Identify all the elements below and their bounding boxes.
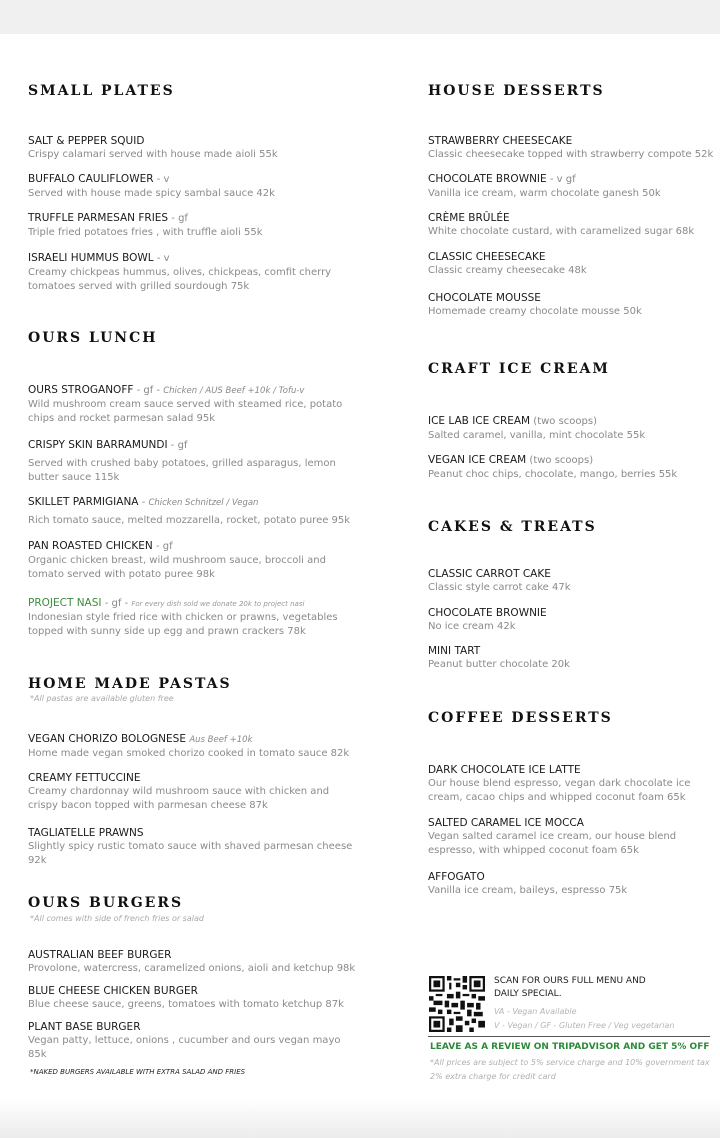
item-description: Peanut choc chips, chocolate, mango, berries 55k: [428, 469, 678, 480]
item-name: AFFOGATO: [428, 871, 485, 883]
item-name: BLUE CHEESE CHICKEN BURGER: [28, 985, 198, 997]
item-description: Home made vegan smoked chorizo cooked in tomato sauce 82k: [28, 748, 350, 759]
section-subtitle: *All comes with side of french fries or salad: [30, 914, 204, 923]
top-band: [0, 0, 720, 34]
item-name: SALTED CARAMEL ICE MOCCA: [428, 817, 584, 829]
item-name: OURS STROGANOFF: [28, 384, 134, 396]
menu-item: [28, 732, 358, 761]
menu-item: [28, 211, 358, 240]
menu-item: [428, 567, 713, 595]
legend-diet-codes: V - Vegan / GF - Gluten Free / Veg vegetarian: [494, 1021, 675, 1030]
section-title-desserts: HOUSE DESSERTS: [428, 83, 605, 99]
section-title-lunch: OURS LUNCH: [28, 330, 158, 346]
item-name: BUFFALO CAULIFLOWER: [28, 173, 154, 185]
item-description: Classic creamy cheesecake 48k: [428, 265, 587, 276]
menu-item: [428, 250, 713, 278]
item-name: CHOCOLATE BROWNIE: [428, 173, 547, 185]
item-name: CRÈME BRÛLÉE: [428, 212, 510, 224]
menu-item: [28, 948, 358, 976]
item-description: Crispy calamari served with house made aioli 55k: [28, 149, 278, 160]
item-name: STRAWBERRY CHEESECAKE: [428, 135, 573, 147]
qr-code-icon[interactable]: [429, 976, 485, 1032]
legend-vegan-available: VA - Vegan Available: [494, 1007, 577, 1016]
section-title-pastas: HOME MADE PASTAS: [28, 676, 232, 692]
menu-item: [428, 453, 713, 482]
section-title-ice-cream: CRAFT ICE CREAM: [428, 361, 610, 377]
menu-item: [428, 763, 710, 805]
menu-item: [28, 596, 358, 639]
scan-text-line2: DAILY SPECIAL.: [494, 989, 562, 999]
section-subtitle: *All pastas are available gluten free: [30, 694, 174, 703]
item-description: Provolone, watercress, caramelized onions, aioli and ketchup 98k: [28, 963, 356, 974]
item-option-tag: Chicken / AUS Beef +10k / Tofu-v: [163, 386, 305, 396]
menu-item: [28, 539, 358, 582]
item-name: DARK CHOCOLATE ICE LATTE: [428, 764, 581, 776]
item-diet-tag: -: [138, 497, 149, 508]
tripadvisor-promo: LEAVE AS A REVIEW ON TRIPADVISOR AND GET 5% OFF: [430, 1042, 710, 1052]
item-diet-tag: - gf -: [101, 598, 132, 609]
divider: [428, 1036, 710, 1037]
item-description: Vegan patty, lettuce, onions , cucumber and ours vegan mayo 85k: [28, 1035, 341, 1060]
item-description: Triple fried potatoes fries , with truffle aioli 55k: [28, 227, 263, 238]
item-description: Peanut butter chocolate 20k: [428, 659, 570, 670]
item-note-tag: (two scoops): [530, 416, 598, 427]
item-name: TAGLIATELLE PRAWNS: [28, 827, 144, 839]
menu-item: [428, 134, 713, 162]
menu-item: [28, 251, 338, 294]
item-description: Homemade creamy chocolate mousse 50k: [428, 306, 642, 317]
item-diet-tag: - gf -: [133, 385, 164, 396]
section-title-small-plates: SMALL PLATES: [28, 83, 175, 99]
item-name: AUSTRALIAN BEEF BURGER: [28, 949, 172, 961]
item-description: Wild mushroom cream sauce served with steamed rice, potato chips and rocket parmesan salad 95k: [28, 399, 343, 424]
item-description: Creamy chickpeas hummus, olives, chickpeas, comfit cherry tomatoes served with grilled sourdough 75k: [28, 267, 332, 292]
item-description: Classic cheesecake topped with strawberry compote 52k: [428, 149, 714, 160]
item-description: Vegan salted caramel ice cream, our house blend espresso, with whipped coconut foam 65k: [428, 831, 677, 856]
menu-item: [428, 644, 713, 672]
menu-item: [428, 291, 713, 319]
item-option-tag: For every dish sold we donate 20k to project nasi: [131, 600, 305, 608]
item-name: CREAMY FETTUCCINE: [28, 772, 141, 784]
item-description: No ice cream 42k: [428, 621, 516, 632]
item-option-tag: Aus Beef +10k: [189, 735, 253, 745]
menu-item: [28, 984, 358, 1012]
section-title-burgers: OURS BURGERS: [28, 895, 184, 911]
item-diet-tag: - gf: [152, 541, 173, 552]
item-description: Our house blend espresso, vegan dark chocolate ice cream, cacao chips and whipped coconut foam 65k: [428, 778, 691, 803]
bottom-band: [0, 1098, 720, 1138]
scan-text-line1: SCAN FOR OURS FULL MENU AND: [494, 976, 646, 986]
item-name: VEGAN CHORIZO BOLOGNESE: [28, 733, 186, 745]
menu-item: [428, 414, 713, 443]
item-option-tag: Chicken Schnitzel / Vegan: [148, 498, 259, 508]
menu-item: [28, 826, 358, 868]
item-name: PAN ROASTED CHICKEN: [28, 540, 153, 552]
item-description: Served with house made spicy sambal sauce 42k: [28, 188, 275, 199]
menu-item: [28, 134, 358, 162]
burgers-footnote: *NAKED BURGERS AVAILABLE WITH EXTRA SALAD AND FRIES: [30, 1068, 246, 1076]
menu-item: [28, 438, 358, 485]
item-description: Salted caramel, vanilla, mint chocolate 55k: [428, 430, 646, 441]
item-name: TRUFFLE PARMESAN FRIES: [28, 212, 169, 224]
item-description: Indonesian style fried rice with chicken or prawns, vegetables topped with sunny side up egg and prawn crackers 78k: [28, 612, 338, 637]
item-description: Rich tomato sauce, melted mozzarella, rocket, potato puree 95k: [28, 515, 351, 526]
menu-item: [28, 771, 354, 813]
item-description: Classic style carrot cake 47k: [428, 582, 571, 593]
item-diet-tag: - gf: [168, 213, 188, 224]
section-title-coffee-desserts: COFFEE DESSERTS: [428, 710, 613, 726]
item-name: PLANT BASE BURGER: [28, 1021, 141, 1033]
item-description: White chocolate custard, with caramelized sugar 68k: [428, 226, 695, 237]
item-name: CLASSIC CARROT CAKE: [428, 568, 551, 580]
item-name: PROJECT NASI: [28, 597, 102, 609]
item-diet-tag: - v gf: [546, 174, 576, 185]
menu-item: [428, 172, 713, 201]
credit-card-note: 2% extra charge for credit card: [430, 1072, 556, 1081]
menu-item: [428, 870, 710, 898]
item-diet-tag: - v: [153, 174, 170, 185]
price-note: *All prices are subject to 5% service charge and 10% government tax: [430, 1058, 710, 1067]
item-name: SALT & PEPPER SQUID: [28, 135, 145, 147]
menu-item: [28, 172, 358, 201]
item-description: Vanilla ice cream, warm chocolate ganesh 50k: [428, 188, 661, 199]
item-description: Organic chicken breast, wild mushroom sauce, broccoli and tomato served with potato puree 98k: [28, 555, 326, 580]
menu-item: [28, 495, 358, 528]
item-name: VEGAN ICE CREAM: [428, 454, 527, 466]
item-description: Slightly spicy rustic tomato sauce with shaved parmesan cheese 92k: [28, 841, 353, 866]
item-diet-tag: - v: [153, 253, 170, 264]
menu-item: [428, 816, 710, 858]
item-description: Served with crushed baby potatoes, grilled asparagus, lemon butter sauce 115k: [28, 458, 336, 483]
item-diet-tag: - gf: [167, 440, 188, 451]
item-name: SKILLET PARMIGIANA: [28, 496, 139, 508]
item-name: MINI TART: [428, 645, 481, 657]
menu-item: [28, 1020, 358, 1062]
section-title-cakes: CAKES & TREATS: [428, 519, 597, 535]
item-name: CHOCOLATE BROWNIE: [428, 607, 547, 619]
menu-item: [428, 606, 713, 634]
item-description: Creamy chardonnay wild mushroom sauce with chicken and crispy bacon topped with parmesan cheese 87k: [28, 786, 330, 811]
item-name: CHOCOLATE MOUSSE: [428, 292, 541, 304]
item-name: CLASSIC CHEESECAKE: [428, 251, 546, 263]
item-name: ISRAELI HUMMUS BOWL: [28, 252, 154, 264]
item-name: ICE LAB ICE CREAM: [428, 415, 531, 427]
item-description: Blue cheese sauce, greens, tomatoes with tomato ketchup 87k: [28, 999, 344, 1010]
item-name: CRISPY SKIN BARRAMUNDI: [28, 439, 168, 451]
item-note-tag: (two scoops): [526, 455, 594, 466]
menu-item: [428, 211, 713, 239]
item-description: Vanilla ice cream, baileys, espresso 75k: [428, 885, 628, 896]
menu-item: [28, 383, 358, 426]
